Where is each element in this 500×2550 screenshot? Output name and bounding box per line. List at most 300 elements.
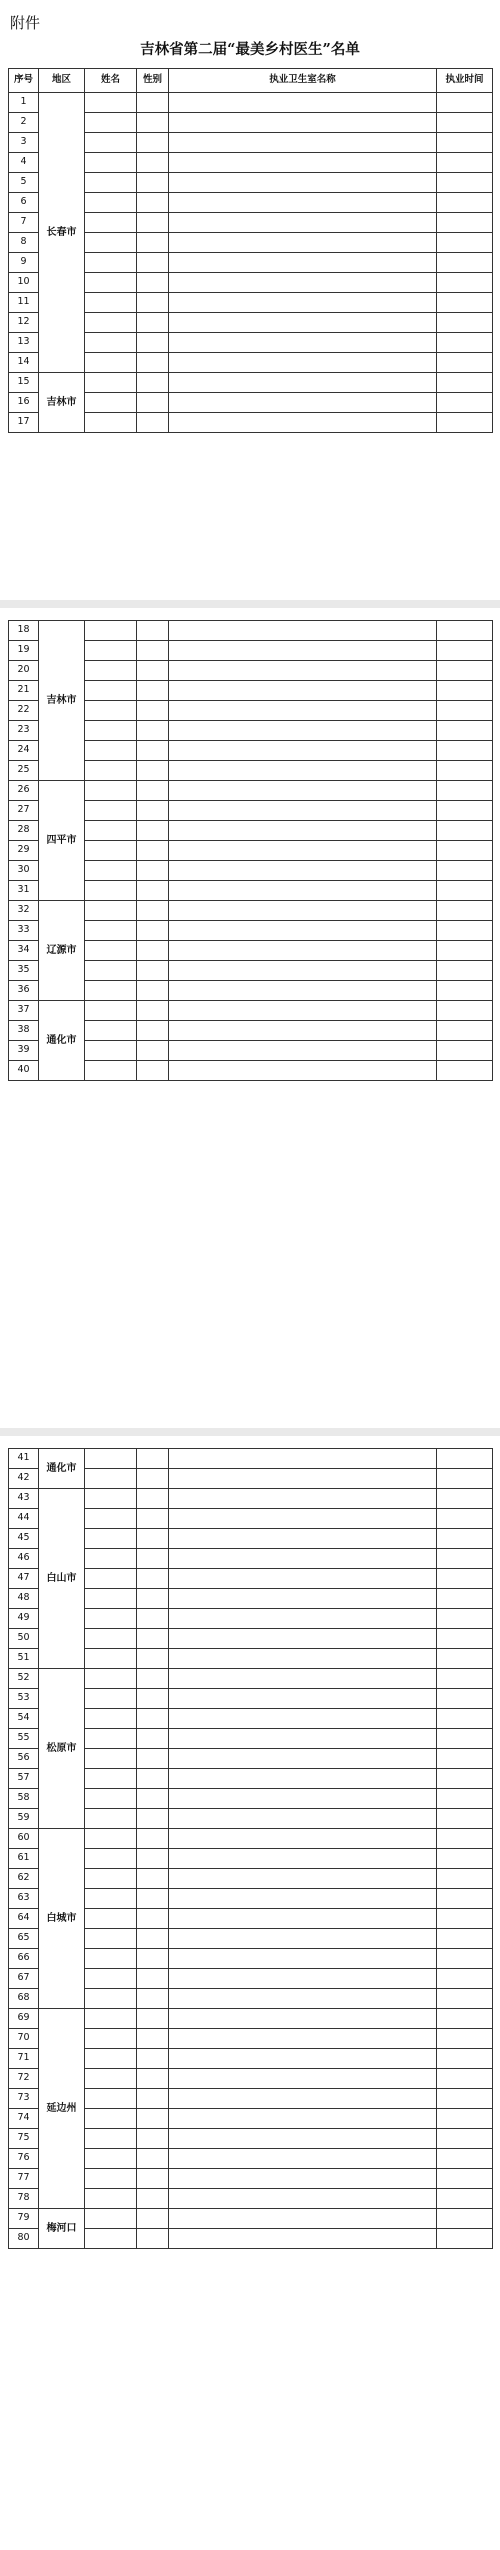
practice-years (437, 1989, 493, 2009)
doctor-name (85, 333, 137, 353)
clinic-name (169, 1021, 437, 1041)
doctor-name (85, 2069, 137, 2089)
doctor-name (85, 861, 137, 881)
doctor-name (85, 1869, 137, 1889)
doctor-name (85, 2049, 137, 2069)
clinic-name (169, 2009, 437, 2029)
gender-cell (137, 841, 169, 861)
gender-cell (137, 333, 169, 353)
doctor-name (85, 2089, 137, 2109)
region-cell: 吉林市 (39, 621, 85, 781)
doctor-name (85, 1449, 137, 1469)
practice-years (437, 761, 493, 781)
header-name: 姓名 (85, 69, 137, 93)
row-number: 38 (9, 1021, 39, 1041)
practice-years (437, 1789, 493, 1809)
clinic-name (169, 1809, 437, 1829)
row-number: 62 (9, 1869, 39, 1889)
practice-years (437, 1061, 493, 1081)
gender-cell (137, 1969, 169, 1989)
clinic-name (169, 841, 437, 861)
row-number: 24 (9, 741, 39, 761)
doctor-name (85, 801, 137, 821)
doctor-name (85, 393, 137, 413)
doctor-name (85, 981, 137, 1001)
row-number: 72 (9, 2069, 39, 2089)
row-number: 76 (9, 2149, 39, 2169)
clinic-name (169, 1949, 437, 1969)
row-number: 46 (9, 1549, 39, 1569)
row-number: 5 (9, 173, 39, 193)
row-number: 16 (9, 393, 39, 413)
row-number: 70 (9, 2029, 39, 2049)
practice-years (437, 1529, 493, 1549)
practice-years (437, 2029, 493, 2049)
row-number: 2 (9, 113, 39, 133)
doctor-name (85, 921, 137, 941)
region-cell: 辽源市 (39, 901, 85, 1001)
doctor-name (85, 2169, 137, 2189)
practice-years (437, 1929, 493, 1949)
gender-cell (137, 1889, 169, 1909)
table-row (9, 1829, 493, 1849)
clinic-name (169, 1769, 437, 1789)
gender-cell (137, 2069, 169, 2089)
clinic-name (169, 313, 437, 333)
doctor-name (85, 1729, 137, 1749)
practice-years (437, 1689, 493, 1709)
doctor-name (85, 213, 137, 233)
clinic-name (169, 1061, 437, 1081)
clinic-name (169, 1569, 437, 1589)
gender-cell (137, 213, 169, 233)
doctor-name (85, 1041, 137, 1061)
table-row (9, 1001, 493, 1021)
gender-cell (137, 2029, 169, 2049)
gender-cell (137, 2189, 169, 2209)
gender-cell (137, 1509, 169, 1529)
clinic-name (169, 1789, 437, 1809)
practice-years (437, 1809, 493, 1829)
practice-years (437, 2009, 493, 2029)
row-number: 32 (9, 901, 39, 921)
practice-years (437, 213, 493, 233)
row-number: 21 (9, 681, 39, 701)
row-number: 18 (9, 621, 39, 641)
row-number: 23 (9, 721, 39, 741)
practice-years (437, 1609, 493, 1629)
practice-years (437, 1969, 493, 1989)
practice-years (437, 2229, 493, 2249)
practice-years (437, 1749, 493, 1769)
clinic-name (169, 801, 437, 821)
practice-years (437, 2209, 493, 2229)
row-number: 59 (9, 1809, 39, 1829)
row-number: 65 (9, 1929, 39, 1949)
clinic-name (169, 2229, 437, 2249)
row-number: 43 (9, 1489, 39, 1509)
row-number: 73 (9, 2089, 39, 2109)
table-row (9, 373, 493, 393)
practice-years (437, 821, 493, 841)
row-number: 25 (9, 761, 39, 781)
roster-table (8, 1448, 493, 2249)
practice-years (437, 921, 493, 941)
gender-cell (137, 1709, 169, 1729)
gender-cell (137, 373, 169, 393)
practice-years (437, 1489, 493, 1509)
doctor-name (85, 113, 137, 133)
gender-cell (137, 1021, 169, 1041)
row-number: 22 (9, 701, 39, 721)
doctor-name (85, 1629, 137, 1649)
row-number: 58 (9, 1789, 39, 1809)
gender-cell (137, 113, 169, 133)
clinic-name (169, 1589, 437, 1609)
practice-years (437, 901, 493, 921)
row-number: 27 (9, 801, 39, 821)
doctor-name (85, 2149, 137, 2169)
gender-cell (137, 621, 169, 641)
gender-cell (137, 1589, 169, 1609)
clinic-name (169, 333, 437, 353)
clinic-name (169, 621, 437, 641)
practice-years (437, 233, 493, 253)
row-number: 51 (9, 1649, 39, 1669)
clinic-name (169, 353, 437, 373)
clinic-name (169, 2109, 437, 2129)
row-number: 36 (9, 981, 39, 1001)
doctor-name (85, 1749, 137, 1769)
clinic-name (169, 921, 437, 941)
attachment-label: 附件 (10, 14, 41, 32)
gender-cell (137, 661, 169, 681)
practice-years (437, 1889, 493, 1909)
gender-cell (137, 1829, 169, 1849)
practice-years (437, 353, 493, 373)
practice-years (437, 1589, 493, 1609)
row-number: 69 (9, 2009, 39, 2029)
clinic-name (169, 2069, 437, 2089)
header-gender: 性别 (137, 69, 169, 93)
region-cell: 长春市 (39, 93, 85, 373)
doctor-name (85, 1689, 137, 1709)
practice-years (437, 193, 493, 213)
clinic-name (169, 661, 437, 681)
doctor-name (85, 961, 137, 981)
clinic-name (169, 113, 437, 133)
roster-table (8, 620, 493, 1081)
practice-years (437, 2129, 493, 2149)
clinic-name (169, 2029, 437, 2049)
doctor-name (85, 413, 137, 433)
practice-years (437, 1829, 493, 1849)
row-number: 55 (9, 1729, 39, 1749)
gender-cell (137, 1749, 169, 1769)
gender-cell (137, 641, 169, 661)
doctor-name (85, 2189, 137, 2209)
doctor-name (85, 1649, 137, 1669)
header-clinic: 执业卫生室名称 (169, 69, 437, 93)
clinic-name (169, 1469, 437, 1489)
row-number: 9 (9, 253, 39, 273)
row-number: 49 (9, 1609, 39, 1629)
practice-years (437, 1649, 493, 1669)
row-number: 54 (9, 1709, 39, 1729)
region-cell: 梅河口 (39, 2209, 85, 2249)
doctor-name (85, 1969, 137, 1989)
clinic-name (169, 2169, 437, 2189)
clinic-name (169, 821, 437, 841)
doctor-name (85, 1909, 137, 1929)
row-number: 67 (9, 1969, 39, 1989)
doctor-name (85, 1061, 137, 1081)
practice-years (437, 621, 493, 641)
practice-years (437, 941, 493, 961)
doctor-name (85, 781, 137, 801)
table-row (9, 1669, 493, 1689)
gender-cell (137, 1489, 169, 1509)
practice-years (437, 333, 493, 353)
gender-cell (137, 133, 169, 153)
clinic-name (169, 293, 437, 313)
practice-years (437, 2109, 493, 2129)
gender-cell (137, 1469, 169, 1489)
clinic-name (169, 233, 437, 253)
row-number: 12 (9, 313, 39, 333)
gender-cell (137, 961, 169, 981)
doctor-name (85, 373, 137, 393)
clinic-name (169, 373, 437, 393)
gender-cell (137, 1769, 169, 1789)
clinic-name (169, 1669, 437, 1689)
gender-cell (137, 741, 169, 761)
clinic-name (169, 133, 437, 153)
clinic-name (169, 2189, 437, 2209)
document-page-3 (0, 1436, 500, 2550)
doctor-name (85, 1001, 137, 1021)
practice-years (437, 1041, 493, 1061)
gender-cell (137, 821, 169, 841)
doctor-name (85, 741, 137, 761)
row-number: 53 (9, 1689, 39, 1709)
practice-years (437, 1849, 493, 1869)
gender-cell (137, 233, 169, 253)
practice-years (437, 2149, 493, 2169)
gender-cell (137, 1849, 169, 1869)
clinic-name (169, 901, 437, 921)
header-region: 地区 (39, 69, 85, 93)
row-number: 3 (9, 133, 39, 153)
doctor-name (85, 641, 137, 661)
practice-years (437, 253, 493, 273)
row-number: 64 (9, 1909, 39, 1929)
clinic-name (169, 1929, 437, 1949)
practice-years (437, 1549, 493, 1569)
clinic-name (169, 2049, 437, 2069)
gender-cell (137, 1949, 169, 1969)
practice-years (437, 681, 493, 701)
practice-years (437, 721, 493, 741)
doctor-name (85, 681, 137, 701)
clinic-name (169, 1489, 437, 1509)
clinic-name (169, 761, 437, 781)
doctor-name (85, 253, 137, 273)
gender-cell (137, 1869, 169, 1889)
doctor-name (85, 1949, 137, 1969)
clinic-name (169, 1529, 437, 1549)
gender-cell (137, 1001, 169, 1021)
row-number: 34 (9, 941, 39, 961)
gender-cell (137, 2109, 169, 2129)
row-number: 66 (9, 1949, 39, 1969)
gender-cell (137, 921, 169, 941)
table-row (9, 2009, 493, 2029)
doctor-name (85, 313, 137, 333)
gender-cell (137, 1989, 169, 2009)
document-page-1 (0, 0, 500, 600)
region-cell: 松原市 (39, 1669, 85, 1829)
row-number: 50 (9, 1629, 39, 1649)
clinic-name (169, 961, 437, 981)
practice-years (437, 1509, 493, 1529)
table-row (9, 93, 493, 113)
doctor-name (85, 1589, 137, 1609)
practice-years (437, 393, 493, 413)
doctor-name (85, 153, 137, 173)
row-number: 4 (9, 153, 39, 173)
row-number: 57 (9, 1769, 39, 1789)
gender-cell (137, 1729, 169, 1749)
doctor-name (85, 701, 137, 721)
doctor-name (85, 761, 137, 781)
practice-years (437, 741, 493, 761)
gender-cell (137, 153, 169, 173)
doctor-name (85, 1669, 137, 1689)
doctor-name (85, 133, 137, 153)
gender-cell (137, 353, 169, 373)
region-cell: 吉林市 (39, 373, 85, 433)
doctor-name (85, 1709, 137, 1729)
clinic-name (169, 781, 437, 801)
doctor-name (85, 2029, 137, 2049)
row-number: 47 (9, 1569, 39, 1589)
gender-cell (137, 981, 169, 1001)
region-cell: 延边州 (39, 2009, 85, 2209)
practice-years (437, 153, 493, 173)
doctor-name (85, 1021, 137, 1041)
clinic-name (169, 701, 437, 721)
clinic-name (169, 1729, 437, 1749)
doctor-name (85, 1829, 137, 1849)
clinic-name (169, 1969, 437, 1989)
doctor-name (85, 1469, 137, 1489)
row-number: 31 (9, 881, 39, 901)
doctor-name (85, 1569, 137, 1589)
clinic-name (169, 1689, 437, 1709)
practice-years (437, 2089, 493, 2109)
row-number: 19 (9, 641, 39, 661)
practice-years (437, 1949, 493, 1969)
row-number: 45 (9, 1529, 39, 1549)
practice-years (437, 373, 493, 393)
row-number: 29 (9, 841, 39, 861)
gender-cell (137, 313, 169, 333)
practice-years (437, 661, 493, 681)
doctor-name (85, 1609, 137, 1629)
doctor-name (85, 1849, 137, 1869)
clinic-name (169, 941, 437, 961)
doctor-name (85, 1809, 137, 1829)
clinic-name (169, 721, 437, 741)
gender-cell (137, 1789, 169, 1809)
gender-cell (137, 1569, 169, 1589)
region-cell: 通化市 (39, 1449, 85, 1489)
row-number: 48 (9, 1589, 39, 1609)
doctor-name (85, 1989, 137, 2009)
clinic-name (169, 641, 437, 661)
clinic-name (169, 1849, 437, 1869)
gender-cell (137, 393, 169, 413)
clinic-name (169, 413, 437, 433)
gender-cell (137, 1669, 169, 1689)
doctor-name (85, 621, 137, 641)
practice-years (437, 313, 493, 333)
clinic-name (169, 2209, 437, 2229)
practice-years (437, 1449, 493, 1469)
clinic-name (169, 2129, 437, 2149)
gender-cell (137, 1649, 169, 1669)
gender-cell (137, 173, 169, 193)
row-number: 77 (9, 2169, 39, 2189)
row-number: 30 (9, 861, 39, 881)
doctor-name (85, 721, 137, 741)
clinic-name (169, 1869, 437, 1889)
doctor-name (85, 353, 137, 373)
gender-cell (137, 901, 169, 921)
clinic-name (169, 393, 437, 413)
clinic-name (169, 213, 437, 233)
gender-cell (137, 413, 169, 433)
gender-cell (137, 681, 169, 701)
gender-cell (137, 761, 169, 781)
row-number: 10 (9, 273, 39, 293)
practice-years (437, 1769, 493, 1789)
row-number: 20 (9, 661, 39, 681)
doctor-name (85, 2129, 137, 2149)
row-number: 61 (9, 1849, 39, 1869)
gender-cell (137, 2209, 169, 2229)
clinic-name (169, 1649, 437, 1669)
practice-years (437, 173, 493, 193)
clinic-name (169, 861, 437, 881)
gender-cell (137, 861, 169, 881)
gender-cell (137, 1909, 169, 1929)
row-number: 63 (9, 1889, 39, 1909)
practice-years (437, 841, 493, 861)
row-number: 13 (9, 333, 39, 353)
document-page-2 (0, 608, 500, 1428)
gender-cell (137, 801, 169, 821)
row-number: 52 (9, 1669, 39, 1689)
gender-cell (137, 1529, 169, 1549)
row-number: 7 (9, 213, 39, 233)
table-row (9, 901, 493, 921)
table-row (9, 2209, 493, 2229)
table-row (9, 621, 493, 641)
clinic-name (169, 1749, 437, 1769)
row-number: 35 (9, 961, 39, 981)
